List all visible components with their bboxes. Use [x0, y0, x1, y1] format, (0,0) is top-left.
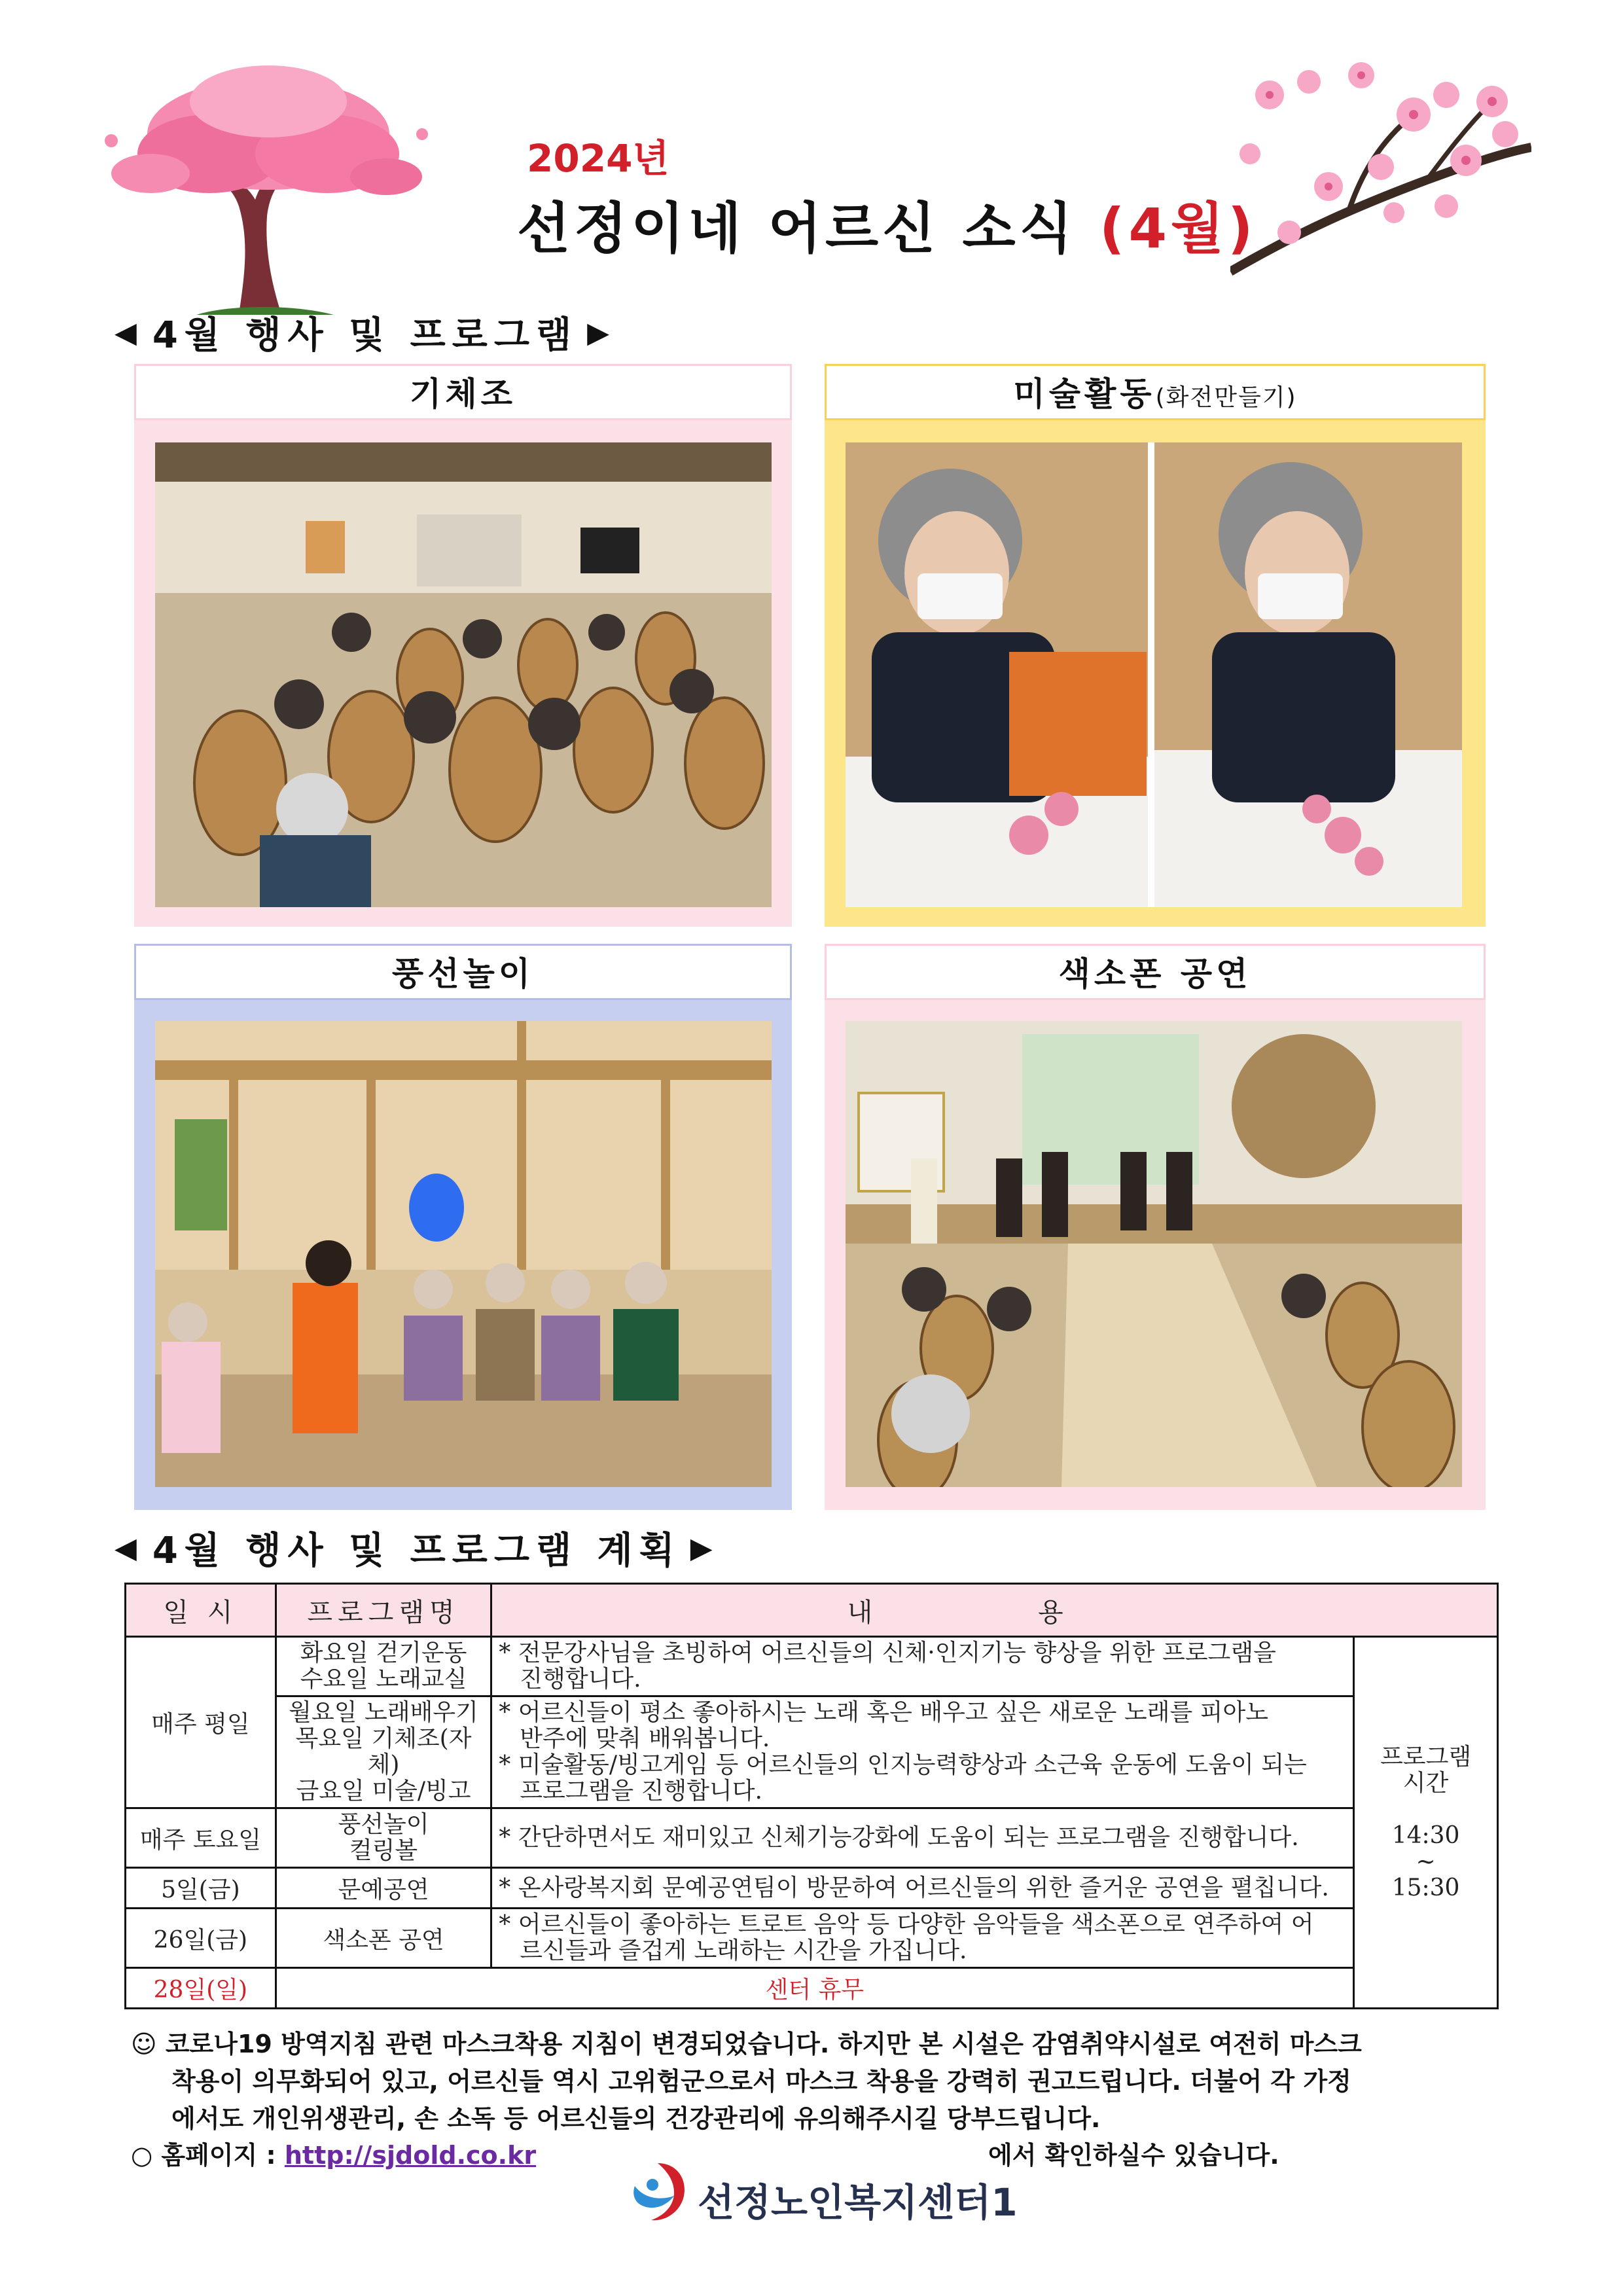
exercise-photo	[155, 442, 772, 907]
newsletter-year: 2024년	[527, 136, 669, 181]
notice-line: 착용이 의무화되어 있고, 어르신들 역시 고위험군으로서 마스크 착용을 강력히 권고드립니다. 더불어 각 가정	[171, 2067, 1351, 2096]
time-label: 시간	[1402, 1769, 1449, 1797]
photo-label-sub: (화전만들기)	[1155, 384, 1297, 411]
section-header-programs	[115, 306, 616, 359]
homepage-info	[131, 2135, 536, 2171]
content-cell	[491, 1696, 1354, 1808]
program-cell: 문예공연	[276, 1868, 491, 1909]
blossom-branch-illustration	[1230, 56, 1531, 278]
newsletter-title	[517, 185, 1257, 264]
content-line: 진행합니다.	[520, 1666, 641, 1693]
right-bracket-icon: ▶	[587, 315, 616, 350]
right-bracket-icon: ▶	[690, 1531, 719, 1565]
time-value: ~	[1416, 1848, 1436, 1875]
program-plan-table	[124, 1583, 1499, 2009]
time-value: 14:30	[1391, 1821, 1460, 1849]
left-bracket-icon: ◀	[115, 315, 143, 350]
homepage-suffix: 에서 확인하실수 있습니다.	[988, 2141, 1279, 2170]
content-line: 르신들과 즐겁게 노래하는 시간을 가집니다.	[520, 1937, 967, 1964]
program-cell	[276, 1637, 491, 1696]
content-line: * 전문강사님을 초빙하여 어르신들의 신체·인지기능 향상을 위한 프로그램을	[499, 1640, 1276, 1666]
program-line: 목요일 기체조(자체)	[295, 1725, 472, 1778]
table-header-row	[126, 1584, 1498, 1637]
photo-label: 기체조	[134, 364, 792, 420]
header-content: 내 용	[491, 1584, 1498, 1637]
content-line: 반주에 맞춰 배워봅니다.	[520, 1725, 770, 1752]
center-name: 선정노인복지센터1	[698, 2180, 1018, 2225]
time-label: 프로그램	[1380, 1743, 1472, 1770]
left-bracket-icon: ◀	[115, 1531, 143, 1565]
center-logo-icon	[625, 2160, 690, 2225]
program-line: 화요일 걷기운동	[300, 1640, 467, 1666]
notice-line: 에서도 개인위생관리, 손 소독 등 어르신들의 건강관리에 유의해주시길 당부드립니다.	[171, 2104, 1101, 2133]
date-cell: 26일(금)	[126, 1909, 276, 1968]
photo-label-main: 미술활동	[1013, 375, 1156, 413]
program-line: 월요일 노래배우기	[289, 1699, 478, 1726]
mask-policy-notice	[131, 2026, 1505, 2138]
header-date: 일 시	[126, 1584, 276, 1637]
cherry-tree-illustration	[98, 56, 438, 317]
homepage-link[interactable]: http://sjdold.co.kr	[284, 2141, 537, 2170]
table-row	[126, 1868, 1498, 1909]
section-header-plan	[115, 1522, 719, 1574]
date-cell: 28일(일)	[126, 1968, 276, 2009]
photo-panel-exercise	[134, 364, 792, 927]
photo-panel-saxophone	[825, 944, 1486, 1510]
date-cell: 5일(금)	[126, 1868, 276, 1909]
content-cell	[491, 1637, 1354, 1696]
content-line: * 미술활동/빙고게임 등 어르신들의 인지능력향상과 소근육 운동에 도움이 되는	[499, 1751, 1307, 1778]
program-line: 수요일 노래교실	[300, 1666, 467, 1693]
photo-label	[825, 364, 1486, 420]
photo-panel-art	[825, 364, 1486, 927]
program-cell	[276, 1696, 491, 1808]
content-cell: * 온사랑복지회 문예공연팀이 방문하여 어르신들의 위한 즐거운 공연을 펼칩니다.	[491, 1868, 1354, 1909]
table-row	[126, 1808, 1498, 1868]
header-program: 프로그램명	[276, 1584, 491, 1637]
weekday-date: 매주 평일	[126, 1637, 276, 1808]
program-line: 금요일 미술/빙고	[296, 1778, 471, 1804]
photo-label: 색소폰 공연	[825, 944, 1486, 1000]
notice-line: ☺ 코로나19 방역지침 관련 마스크착용 지침이 변경되었습니다. 하지만 본 시설은 감염취약시설로 여전히 마스크	[131, 2030, 1362, 2058]
table-row	[126, 1909, 1498, 1968]
title-text: 선정이네 어르신 소식	[517, 196, 1077, 260]
table-row	[126, 1968, 1498, 2009]
section-title: 4월 행사 및 프로그램	[152, 314, 579, 357]
homepage-label: ○ 홈페이지 :	[131, 2141, 285, 2170]
title-month: (4월)	[1099, 196, 1257, 260]
time-value: 15:30	[1391, 1874, 1460, 1901]
table-row	[126, 1637, 1498, 1696]
program-line: 풍선놀이	[338, 1811, 429, 1838]
content-line: 프로그램을 진행합니다.	[520, 1778, 762, 1804]
table-row	[126, 1696, 1498, 1808]
program-time-cell	[1354, 1637, 1498, 2009]
photo-label: 풍선놀이	[134, 944, 792, 1000]
program-cell	[276, 1808, 491, 1868]
program-line: 컬링볼	[349, 1837, 418, 1864]
content-cell	[491, 1909, 1354, 1968]
saturday-date: 매주 토요일	[126, 1808, 276, 1868]
program-cell: 색소폰 공연	[276, 1909, 491, 1968]
content-cell: * 간단하면서도 재미있고 신체기능강화에 도움이 되는 프로그램을 진행합니다.	[491, 1808, 1354, 1868]
content-line: * 어르신들이 좋아하는 트로트 음악 등 다양한 음악들을 색소폰으로 연주하여 어	[499, 1911, 1314, 1938]
content-line: * 어르신들이 평소 좋아하시는 노래 혹은 배우고 싶은 새로운 노래를 피아노	[499, 1699, 1268, 1726]
photo-panel-balloon	[134, 944, 792, 1510]
art-photo	[846, 442, 1462, 907]
balloon-photo	[155, 1021, 772, 1487]
section-title: 4월 행사 및 프로그램 계획	[152, 1530, 681, 1572]
closed-notice-cell: 센터 휴무	[276, 1968, 1353, 2009]
saxophone-photo	[846, 1021, 1462, 1487]
